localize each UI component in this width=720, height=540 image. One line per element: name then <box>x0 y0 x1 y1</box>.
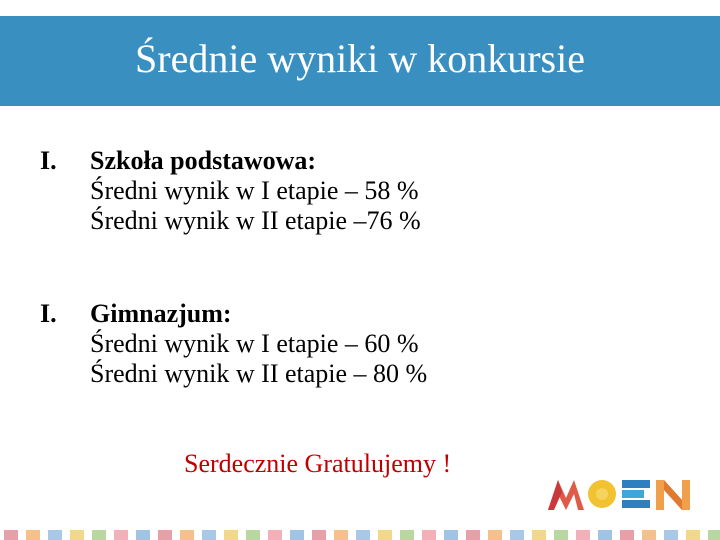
section-numeral: I. <box>40 146 57 175</box>
decorative-square <box>114 530 128 540</box>
decorative-square <box>620 530 634 540</box>
decorative-square <box>642 530 656 540</box>
decorative-square <box>422 530 436 540</box>
section-heading <box>40 299 427 329</box>
decorative-square <box>268 530 282 540</box>
title-bar <box>0 16 720 106</box>
decorative-square <box>180 530 194 540</box>
decorative-square <box>70 530 84 540</box>
decorative-square <box>26 530 40 540</box>
result-line: Średni wynik w II etapie –76 % <box>90 206 421 235</box>
decorative-square <box>510 530 524 540</box>
section-heading-text: Szkoła podstawowa: <box>90 146 317 175</box>
section-heading <box>40 146 421 176</box>
section-primary-school <box>40 146 421 236</box>
decorative-square <box>202 530 216 540</box>
page-title: Średnie wyniki w konkursie <box>135 35 585 81</box>
decorative-square <box>444 530 458 540</box>
decorative-square <box>554 530 568 540</box>
result-line: Średni wynik w II etapie – 80 % <box>90 359 428 388</box>
decorative-square <box>576 530 590 540</box>
decorative-square <box>290 530 304 540</box>
decorative-square <box>400 530 414 540</box>
section-numeral: I. <box>40 299 57 328</box>
congratulations-text: Serdecznie Gratulujemy ! <box>184 449 452 478</box>
moen-logo <box>546 474 694 514</box>
decorative-square <box>686 530 700 540</box>
result-line: Średni wynik w I etapie – 58 % <box>90 176 419 205</box>
decorative-square <box>664 530 678 540</box>
decorative-square <box>378 530 392 540</box>
decorative-square <box>246 530 260 540</box>
decorative-square <box>356 530 370 540</box>
decorative-square <box>92 530 106 540</box>
decorative-square <box>708 530 720 540</box>
decorative-square <box>48 530 62 540</box>
decorative-square <box>532 530 546 540</box>
section-heading-text: Gimnazjum: <box>90 299 232 328</box>
decorative-square <box>224 530 238 540</box>
result-line: Średni wynik w I etapie – 60 % <box>90 329 419 358</box>
decorative-square <box>4 530 18 540</box>
decorative-square <box>312 530 326 540</box>
decorative-square <box>136 530 150 540</box>
decorative-square <box>158 530 172 540</box>
decorative-square <box>598 530 612 540</box>
section-middle-school <box>40 299 427 389</box>
decorative-square <box>466 530 480 540</box>
decorative-square <box>334 530 348 540</box>
decorative-dot-strip <box>0 529 720 540</box>
decorative-square <box>488 530 502 540</box>
